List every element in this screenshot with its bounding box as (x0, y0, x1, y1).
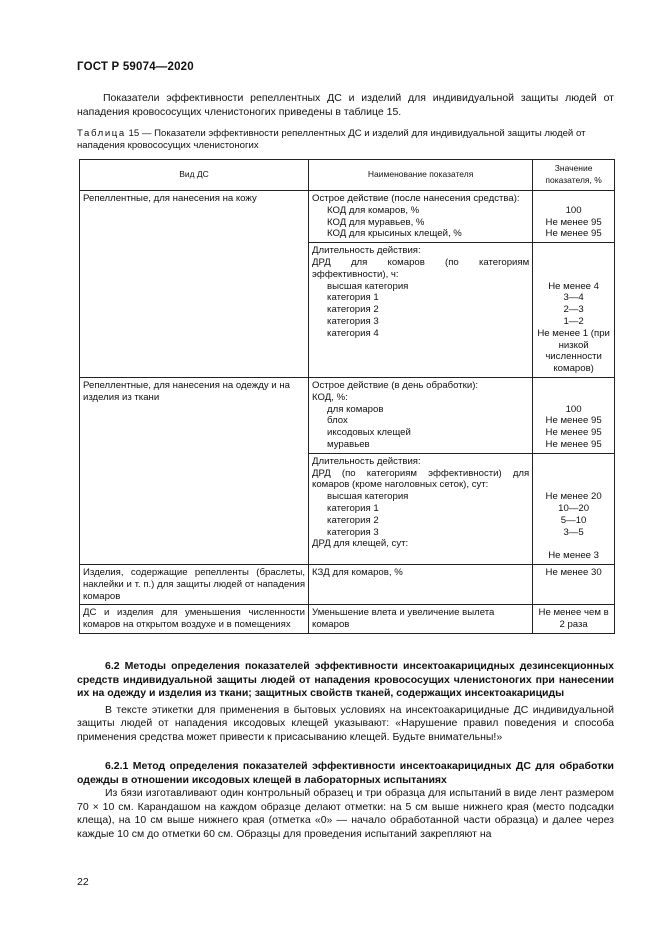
row1-b2-value: Не менее 4 (548, 280, 600, 292)
row4-value (533, 605, 615, 634)
row1-values-block2 (533, 243, 615, 378)
section-6-2 (77, 660, 614, 744)
row2-b1-value: Не менее 95 (545, 438, 602, 450)
row2-b1-value: Не менее 95 (545, 427, 602, 439)
row2-b2-item: категория 2 (327, 514, 379, 526)
row2-b2-item: категория 1 (327, 502, 379, 514)
table-row (80, 377, 615, 453)
section-6-2-heading: 6.2 Методы определения показателей эффективности инсектоакарицидных дезинсекционных средств индивидуальной защиты людей от нападения кровососущих членистоногих при нанесении их на одежду и изделия из ткани; защитных свойств тканей, содержащих инсектоакарициды (77, 660, 614, 699)
section-6-2-1 (77, 760, 614, 841)
row2-b1-item: муравьев (327, 438, 370, 450)
row2-b2-extra-value: Не менее 3 (548, 550, 600, 562)
row1-b1-value: Не менее 95 (545, 228, 602, 240)
row2-b2-value: 10—20 (558, 502, 590, 514)
section-6-2-1-paragraph: Из бязи изготавливают один контрольный образец и три образца для испытаний в виде лент размером 70 × 10 см. Карандашом на каждом образце делают отметки: на 5 см выше нижнего края (место подсадки клеща), на 10 см выше нижнего края (отметка «0» — начало обработанной части образца) и далее через каждые 10 см до отметки 60 см. Образцы для проведения испытаний закрепляют на (77, 787, 614, 840)
row2-b1-title: Острое действие (в день обработки): (312, 379, 479, 391)
table-row (80, 191, 615, 243)
row1-b1-item: КОД для муравьев, % (327, 216, 425, 228)
row2-b2-value: 3—5 (563, 526, 584, 538)
row2-b2-value: 5—10 (560, 514, 587, 526)
table-header-row (80, 160, 615, 191)
row2-indicator-block1 (309, 377, 533, 453)
row2-b2-item: высшая категория (327, 491, 409, 503)
table-row (80, 605, 615, 634)
row2-indicator-block2 (309, 453, 533, 564)
row2-type-text: Репеллентные, для нанесения на одежду и на изделия из ткани (83, 379, 290, 403)
section-6-2-paragraph: В тексте этикетки для применения в бытовых условиях на инсектоакарицидные ДС индивидуальной защиты людей от нападения иксодовых клещей указывают: «Нарушение правил поведения и способа применения средства может привести к присасыванию клещей. Будьте внимательны!» (77, 703, 614, 743)
row1-b2-value: 3—4 (563, 292, 584, 304)
table-caption-prefix: Таблица (77, 128, 126, 139)
section-6-2-1-heading: 6.2.1 Метод определения показателей эффективности инсектоакарицидных ДС для обработки одежды в отношении иксодовых клещей в лабораторных испытаниях (77, 760, 614, 786)
row4-indicator: Уменьшение влета и увеличение вылета комаров (309, 605, 533, 634)
row1-b2-item: категория 2 (327, 304, 379, 316)
row2-b1-value: 100 (565, 403, 582, 415)
row1-indicator-block1 (309, 191, 533, 243)
table-row (80, 564, 615, 604)
row1-b2-sub: ДРД для комаров (по категориям эффективности), ч: (312, 256, 530, 280)
row1-b2-value: 1—2 (563, 315, 584, 327)
row2-b1-sub: КОД, %: (312, 391, 348, 403)
row1-b1-value: Не менее 95 (545, 216, 602, 228)
row2-values-block1 (533, 377, 615, 453)
row2-b2-item: категория 3 (327, 526, 379, 538)
row3-value (533, 564, 615, 604)
row2-b1-item: иксодовых клещей (327, 427, 411, 439)
row1-b2-item: высшая категория (327, 280, 409, 292)
row1-values-block1 (533, 191, 615, 243)
row1-type-text: Репеллентные, для нанесения на кожу (83, 193, 257, 204)
row1-b2-value: 2—3 (563, 304, 584, 316)
header-indicator: Наименование показателя (309, 160, 533, 191)
header-value: Значение показателя, % (533, 160, 615, 191)
row1-b1-title: Острое действие (после нанесения средства): (312, 193, 520, 204)
row2-b1-item: для комаров (327, 403, 384, 415)
row1-b2-item: категория 3 (327, 315, 379, 327)
row2-values-block2 (533, 453, 615, 564)
row3-value-text: Не менее 30 (545, 566, 602, 578)
row2-b1-value: Не менее 95 (545, 415, 602, 427)
row4-type: ДС и изделия для уменьшения численности комаров на открытом воздухе и в помещениях (80, 605, 309, 634)
row2-b2-sub: ДРД (по категориям эффективности) для комаров (кроме наголовных сеток), сут: (312, 467, 530, 491)
row3-type: Изделия, содержащие репелленты (браслеты, наклейки и т. п.) для защиты людей от нападения комаров (80, 564, 309, 604)
row1-b2-value: Не менее 1 (при низкой численности комаров) (537, 327, 610, 375)
page-number: 22 (77, 876, 89, 888)
row1-b2-item: категория 4 (327, 327, 379, 339)
row2-b2-value: Не менее 20 (545, 491, 602, 503)
table-caption (77, 128, 617, 152)
row1-type (80, 191, 309, 378)
header-type: Вид ДС (80, 160, 309, 191)
row1-b1-value: 100 (565, 204, 582, 216)
efficacy-table (79, 159, 615, 634)
intro-paragraph: Показатели эффективности репеллентных ДС и изделий для индивидуальной защиты людей от нападения кровососущих членистоногих приведены в таблице 15. (77, 92, 614, 118)
row1-b1-item: КОД для крысиных клещей, % (327, 228, 462, 240)
table-caption-text: 15 — Показатели эффективности репеллентных ДС и изделий для индивидуальной защиты людей от нападения кровососущих членистоногих (77, 128, 586, 151)
row1-b1-item: КОД для комаров, % (327, 204, 420, 216)
row2-b1-item: блох (327, 415, 348, 427)
standard-header: ГОСТ Р 59074—2020 (77, 61, 194, 73)
row1-indicator-block2 (309, 243, 533, 378)
row2-type (80, 377, 309, 564)
row4-value-text: Не менее чем в 2 раза (538, 607, 609, 631)
row2-b2-title: Длительность действия: (312, 455, 421, 467)
row3-indicator: КЗД для комаров, % (309, 564, 533, 604)
row1-b2-item: категория 1 (327, 292, 379, 304)
row1-b2-title: Длительность действия: (312, 245, 421, 257)
row2-b2-extra-label: ДРД для клещей, сут: (312, 538, 409, 550)
